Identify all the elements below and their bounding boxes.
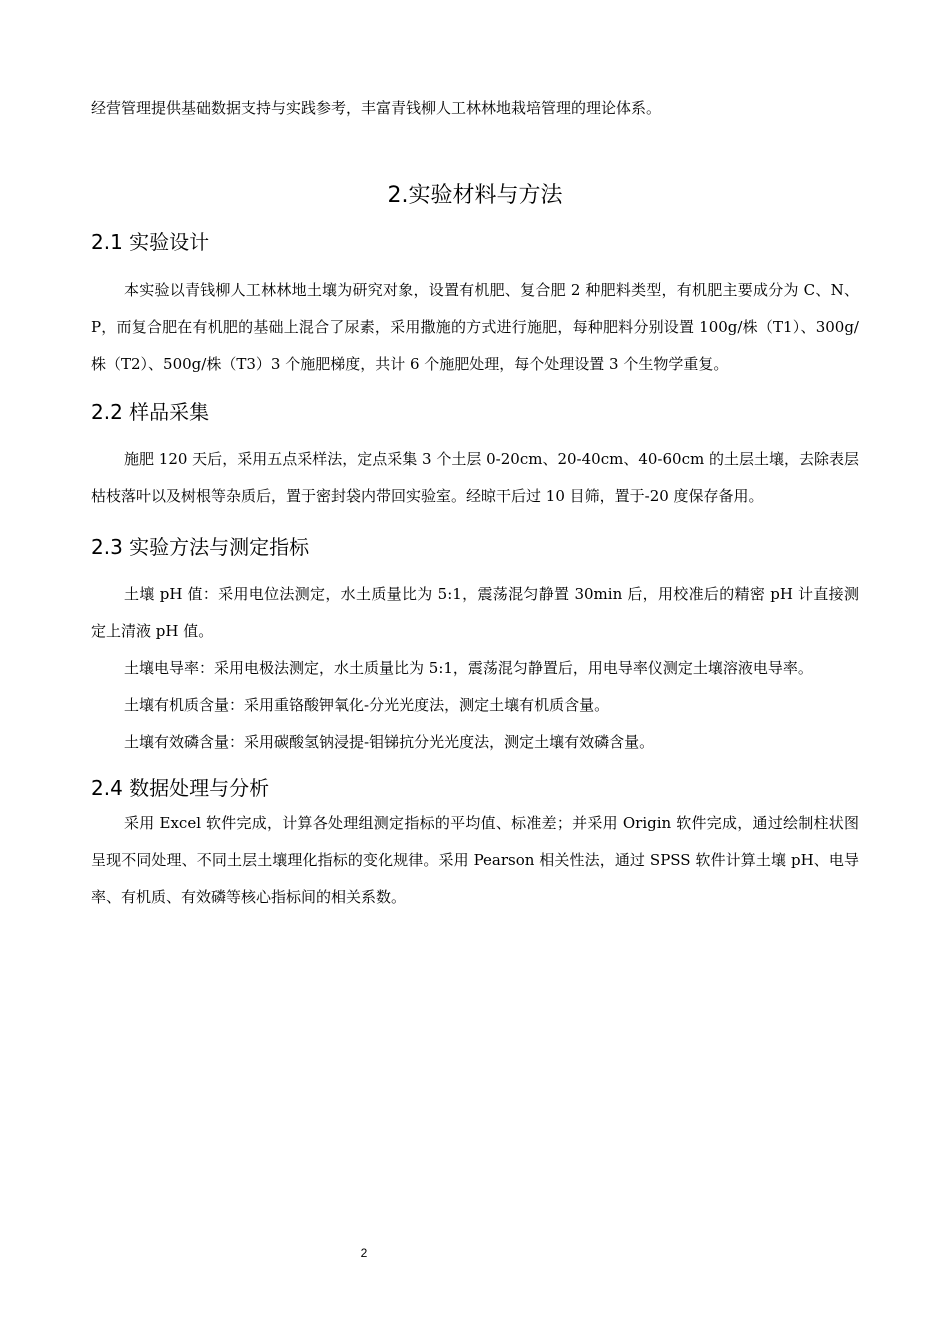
page-number: 2 (360, 1246, 368, 1260)
body-paragraph: 土壤有机质含量：采用重铬酸钾氧化-分光光度法，测定土壤有机质含量。 (124, 696, 610, 714)
body-paragraph: 采用 Excel 软件完成，计算各处理组测定指标的平均值、标准差；并采用 Origin 软件完成，通过绘制柱状图呈现不同处理、不同土层土壤理化指标的变化规律。采用 Pearson 相关性法，通过 SPSS 软件计算土壤 pH、电导率、有机质、有效磷等核心指标间的相关系数。 (91, 814, 859, 906)
section-body-2-4 (91, 805, 859, 916)
section-body-2-1 (91, 272, 859, 383)
page-content (91, 90, 859, 916)
section-body-2-3 (91, 576, 859, 761)
section-heading-2-3: 2.3 实验方法与测定指标 (91, 535, 310, 559)
section-heading-2-2: 2.2 样品采集 (91, 400, 210, 424)
body-paragraph: 土壤有效磷含量：采用碳酸氢钠浸提-钼锑抗分光光度法，测定土壤有效磷含量。 (124, 733, 655, 751)
body-paragraph: 土壤 pH 值：采用电位法测定，水土质量比为 5:1，震荡混匀静置 30min 后，用校准后的精密 pH 计直接测定上清液 pH 值。 (91, 585, 859, 640)
body-paragraph: 土壤电导率：采用电极法测定，水土质量比为 5:1，震荡混匀静置后，用电导率仪测定土壤溶液电导率。 (124, 659, 813, 677)
intro-paragraph-tail: 经营管理提供基础数据支持与实践参考，丰富青钱柳人工林林地栽培管理的理论体系。 (91, 99, 662, 117)
body-paragraph: 施肥 120 天后，采用五点采样法，定点采集 3 个土层 0-20cm、20-40cm、40-60cm 的土层土壤，去除表层枯枝落叶以及树根等杂质后，置于密封袋内带回实验室。经晾干后过 10 目筛，置于-20 度保存备用。 (91, 450, 859, 505)
chapter-title: 2.实验材料与方法 (387, 183, 563, 208)
section-body-2-2 (91, 441, 859, 515)
section-heading-2-4: 2.4 数据处理与分析 (91, 776, 270, 800)
body-paragraph: 本实验以青钱柳人工林林地土壤为研究对象，设置有机肥、复合肥 2 种肥料类型，有机肥主要成分为 C、N、P，而复合肥在有机肥的基础上混合了尿素，采用撒施的方式进行施肥，每种肥料分别设置 100g/株（T1）、300g/株（T2）、500g/株（T3）3 个施肥梯度，共计 6 个施肥处理，每个处理设置 3 个生物学重复。 (91, 281, 859, 373)
section-heading-2-1: 2.1 实验设计 (91, 230, 210, 254)
